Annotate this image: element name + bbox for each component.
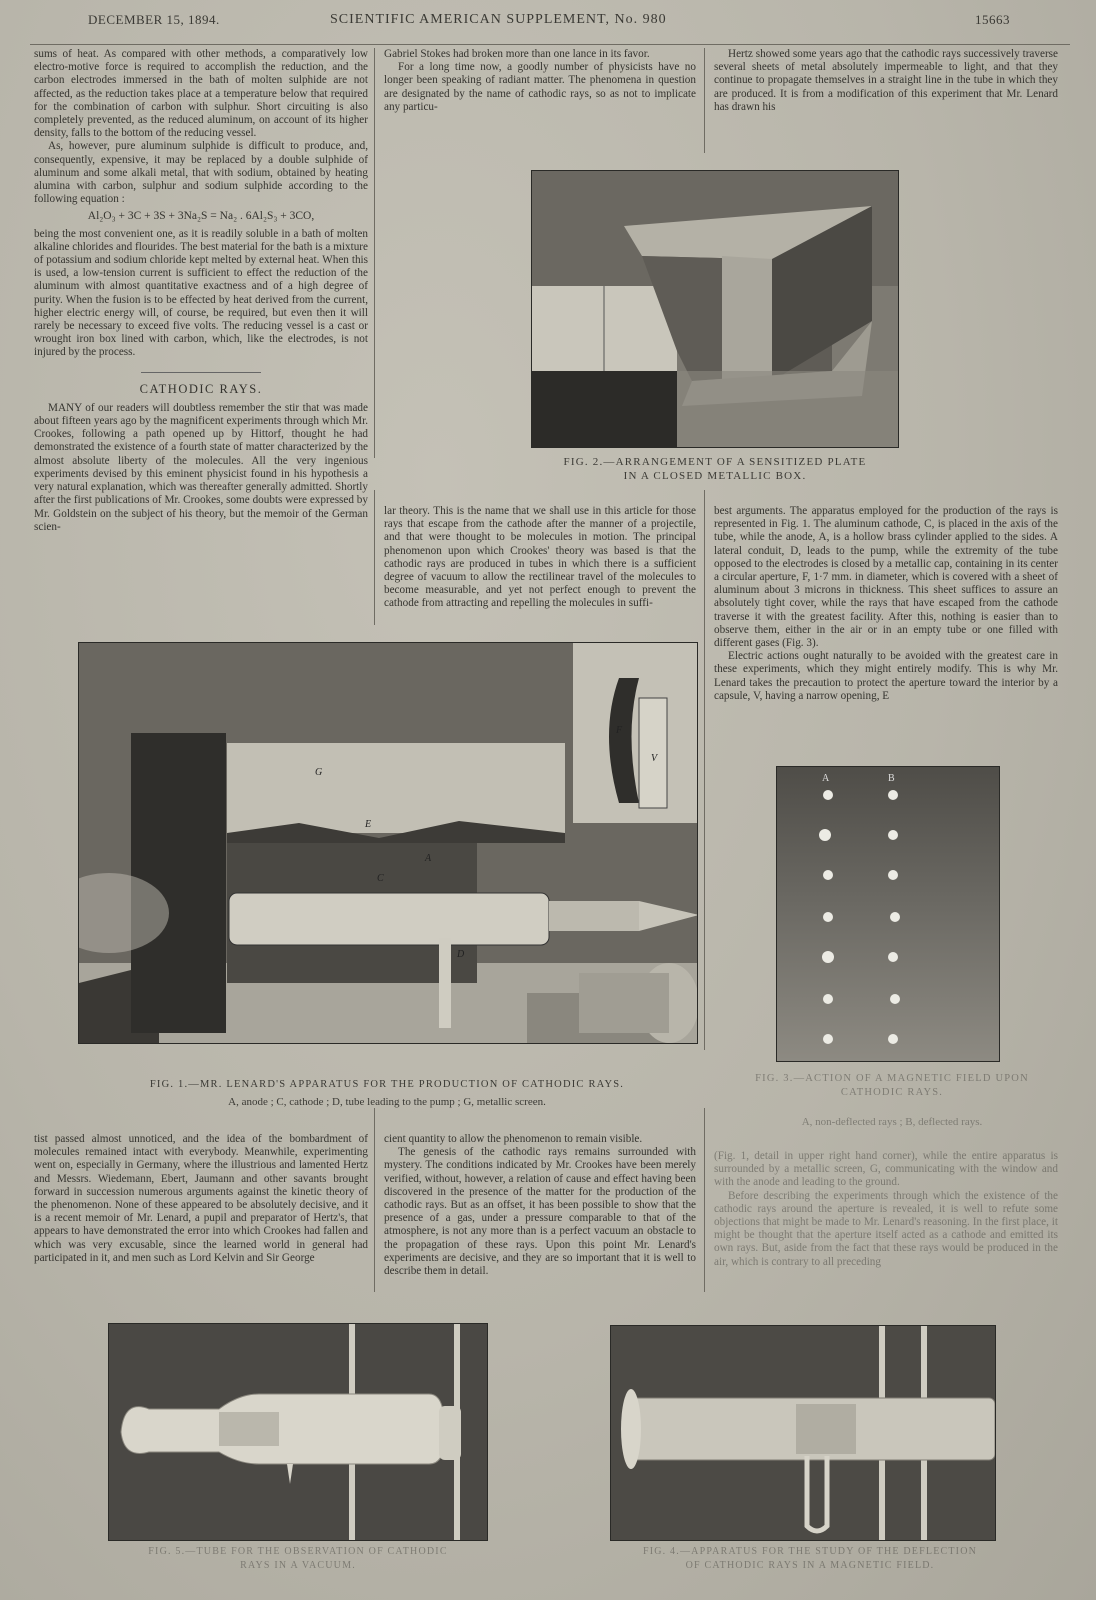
label-V: V xyxy=(651,753,658,764)
magnetic-deflection-dots xyxy=(777,767,999,1061)
label-A: A xyxy=(822,773,830,784)
figure-2-illustration xyxy=(531,170,899,448)
lenard-apparatus-drawing xyxy=(79,643,697,1043)
label-G: G xyxy=(315,767,323,778)
paragraph: sums of heat. As compared with other methods, a comparatively low electro-motive force is required to accomplish the reduction, and the carbon electrodes immersed in the bath of molten sulphide are not affected, as the reduction takes place at a temperature below that required for the combination of carbon with sulphur. Short circuiting is also completely prevented, as the reduced aluminum, on account of its higher density, falls to the bottom of the reducing vessel. xyxy=(34,48,368,140)
figure-4-caption: FIG. 4.—APPARATUS FOR THE STUDY OF THE DEFLECTION OF CATHODIC RAYS IN A MAGNETIC FIELD. xyxy=(642,1546,978,1571)
label-D: D xyxy=(457,949,465,960)
figure-5-caption: FIG. 5.—TUBE FOR THE OBSERVATION OF CATHODIC RAYS IN A VACUUM. xyxy=(148,1546,448,1571)
article-column-2-middle xyxy=(384,505,696,611)
article-column-2-top xyxy=(384,48,696,114)
section-rule xyxy=(141,372,261,373)
column-divider xyxy=(704,490,705,1050)
publication-title: SCIENTIFIC AMERICAN SUPPLEMENT, No. 980 xyxy=(330,12,667,27)
figure-3-photograph xyxy=(776,766,1000,1062)
label-F: F xyxy=(616,725,623,736)
paragraph: Hertz showed some years ago that the cathodic rays successively traverse several sheets of metal absolutely impermeable to light, and that they continue to propagate themselves in a straight line in the tube in which they are produced. It is from a modification of this experiment that Mr. Lenard has drawn his xyxy=(714,48,1058,113)
figure-1-legend: A, anode ; C, cathode ; D, tube leading to the pump ; G, metallic screen. xyxy=(228,1096,546,1108)
figure-4-photograph xyxy=(610,1325,996,1541)
article-column-3-bottom xyxy=(714,1150,1058,1269)
paragraph: being the most convenient one, as it is readily soluble in a bath of molten alkaline chlorides and flourides. The best material for the bath is a mixture of potassium and sodium chloride kept melted by external heat. When this is used, a low-tension current is sufficient to effect the reduction of the aluminum with almost quantitative exactness and of a high degree of purity. When the fusion is to be effected by heat derived from the current, higher electric energy will, of course, be required, but even then it will rarely be necessary to exceed five volts. The reducing vessel is a cast or wrought iron box lined with carbon, which, like the electrodes, is not injured by the process. xyxy=(34,227,368,359)
column-divider xyxy=(374,1108,375,1292)
paragraph: For a long time now, a goodly number of physicists have no longer been speaking of radiant matter. The phenomena in question are designated by the name of cathodic rays, so as not to implicate any particu- xyxy=(384,61,696,113)
paragraph: Gabriel Stokes had broken more than one lance in its favor. xyxy=(384,48,650,60)
label-E: E xyxy=(365,819,372,830)
article-column-1-bottom xyxy=(34,1133,368,1265)
paragraph: tist passed almost unnoticed, and the idea of the bombardment of molecules remained intact with everybody. Meanwhile, experimenting went on, especially in Germany, where the illustrious and lamented Hertz and Messrs. Wiedemann, Ebert, Jaumann and other savants brought forward in succession numerous arguments against the kinetic theory of the phenomenon. None of these appeared to be absolutely decisive, and it is a recent memoir of Mr. Lenard, a pupil and preparator of Hertz's, that appears to have demonstrated the error into which Crookes had fallen and which was very excusable, since the learned world in general had participated in it, and men such as Lord Kelvin and Sir George xyxy=(34,1133,368,1264)
paragraph: best arguments. The apparatus employed for the production of the rays is represented in Fig. 1. The aluminum cathode, C, is placed in the axis of the tube, while the anode, A, is a hollow brass cylinder applied to the sides. A lateral conduit, D, leads to the pump, while the extremity of the tube opposed to the electrodes is closed by a metallic cap, containing in its center a circular aperture, F, 1·7 mm. in diameter, which is covered with a sheet of aluminum about 3 microns in thickness. This sheet suffices to assure an absolutely tight cover, while the rays that have escaped from the cathode traverse it with the greatest facility. After this, nothing is easier than to observe them, either in the air or in an empty tube or one filled with different gases (Fig. 3). xyxy=(714,505,1058,650)
figure-3-caption: FIG. 3.—ACTION OF A MAGNETIC FIELD UPON CATHODIC RAYS. xyxy=(755,1073,1029,1098)
column-divider xyxy=(704,48,705,153)
issue-date: DECEMBER 15, 1894. xyxy=(88,12,220,27)
paragraph: The genesis of the cathodic rays remains surrounded with mystery. The conditions indicated by Mr. Crookes have been merely verified, without, however, a relation of cause and effect having been discovered in the presence of the matter for the production of the cathodic rays. But as an offset, it has been possible to show that the presence of a gas, under a pressure comparable to that of the atmosphere, is not any more than is a perfect vacuum an obstacle to the propagation of these rays. Upon this point Mr. Lenard's experiments are decisive, and they are so important that it is well to describe them in detail. xyxy=(384,1146,696,1278)
label-B: B xyxy=(888,773,895,784)
chemical-equation: Al₂O₃ + 3C + 3S + 3Na₂S = Na₂ . 6Al₂S₃ + 3CO, xyxy=(87,210,315,223)
page-header xyxy=(0,8,1096,42)
paragraph: Before describing the experiments through which the existence of the cathodic rays around the aperture is revealed, it is well to refute some objections that might be made to Mr. Lenard's reasoning. In the first place, it might be thought that the aperture itself acted as a cathode and emitted its own rays. But, aside from the fact that these rays would be produced in the air, which is contrary to all preceding xyxy=(714,1189,1058,1268)
page-number: 15663 xyxy=(975,12,1010,27)
label-C: C xyxy=(377,873,384,884)
figure-1-illustration xyxy=(78,642,698,1044)
label-A: A xyxy=(425,853,432,864)
sensitized-plate-box-drawing xyxy=(532,171,898,447)
paragraph: Electric actions ought naturally to be avoided with the greatest care in these experiments, which they might entirely modify. This is why Mr. Lenard takes the precaution to protect the aperture toward the interior by a capsule, V, having a narrow opening, E xyxy=(714,650,1058,702)
figure-5-photograph xyxy=(108,1323,488,1541)
paragraph: MANY of our readers will doubtless remember the stir that was made about fifteen years ago by the magnificent experiments through which Mr. Crookes, following a path opened up by Hittorf, thought he had demonstrated the existence of a fourth state of matter characterized by the almost absolute liberty of the molecules. All the very ingenious experiments devised by this eminent physicist found in his hypothesis a very natural explanation, which was thereafter generally admitted. Shortly after the first publications of Mr. Crookes, some doubts were expressed by Mr. Goldstein on the subject of his theory, but the memoir of the German scien- xyxy=(34,401,368,533)
article-column-3-top xyxy=(714,48,1058,114)
paragraph: (Fig. 1, detail in upper right hand corner), while the entire apparatus is surrounded by a metallic screen, G, communicating with the window and with the anode and leading to the ground. xyxy=(714,1150,1058,1189)
figure-1-caption: FIG. 1.—MR. LENARD'S APPARATUS FOR THE PRODUCTION OF CATHODIC RAYS. xyxy=(149,1079,625,1090)
section-heading: CATHODIC RAYS. xyxy=(139,381,263,396)
paragraph: cient quantity to allow the phenomenon to remain visible. xyxy=(384,1133,643,1145)
vacuum-tube-drawing xyxy=(109,1324,487,1540)
header-rule xyxy=(30,44,1070,45)
deflection-apparatus-drawing xyxy=(611,1326,995,1540)
column-divider xyxy=(374,48,375,458)
paragraph: As, however, pure aluminum sulphide is difficult to produce, and, consequently, expensive, it may be replaced by a double sulphide of aluminum and some alkali metal, that with sodium, obtained by heating alumina with carbon, sulphur and sodium sulphide according to the following equation : xyxy=(34,140,368,206)
column-divider xyxy=(374,490,375,625)
article-column-3-middle xyxy=(714,505,1058,703)
article-column-1-top xyxy=(34,48,368,534)
paragraph: lar theory. This is the name that we shall use in this article for those rays that escape from the cathode after the manner of a projectile, and that were thought to be molecules in motion. The principal phenomenon upon which Crookes' theory was based is that the cathodic rays are produced in tubes in which there is a sufficient degree of vacuum to allow the rectilinear travel of the molecules to become measurable, and yet not perfect enough to prevent the cathode from attracting and repelling the molecules in suffi- xyxy=(384,505,696,610)
article-column-2-bottom xyxy=(384,1133,696,1278)
column-divider xyxy=(704,1108,705,1292)
figure-2-caption: FIG. 2.—ARRANGEMENT OF A SENSITIZED PLATE IN A CLOSED METALLIC BOX. xyxy=(563,456,867,482)
figure-3-legend: A, non-deflected rays ; B, deflected rays. xyxy=(801,1116,983,1128)
